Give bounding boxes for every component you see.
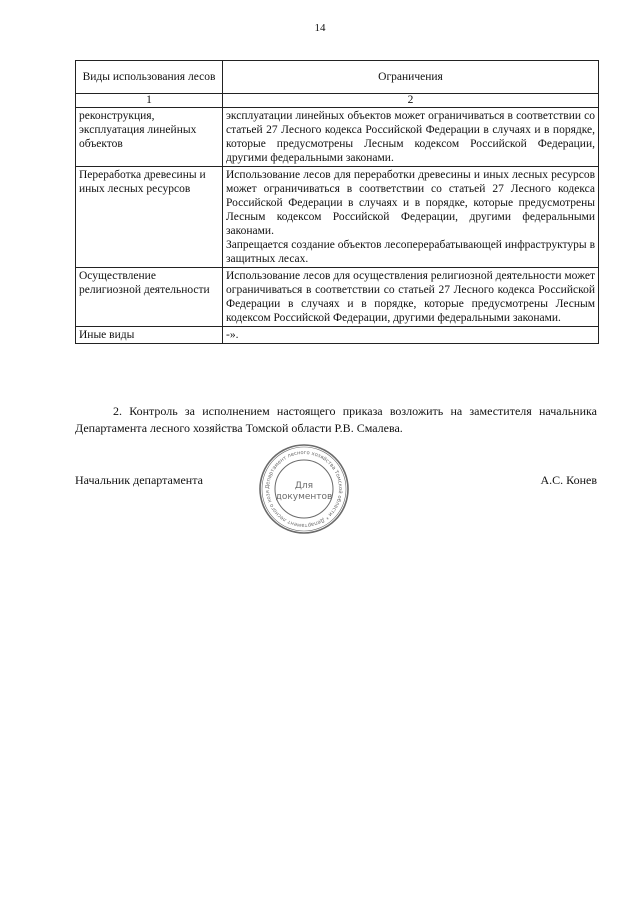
table-row bbox=[76, 167, 599, 268]
header-forest-use-types: Виды использования лесов bbox=[76, 61, 223, 94]
restriction-paragraph: эксплуатации линейных объектов может ограничиваться в соответствии со статьей 27 Лесного кодекса Российской Федерации в случаях и в порядке, которые предусмотрены Лесным кодексом Российской Федерации, другими федеральными законами. bbox=[226, 110, 595, 164]
row-restriction bbox=[223, 268, 599, 327]
signature-title: Начальник департамента bbox=[75, 473, 203, 487]
signatory-name: А.С. Конев bbox=[540, 473, 597, 487]
restriction-paragraph: Запрещается создание объектов лесоперерабатывающей инфраструктуры в защитных лесах. bbox=[226, 239, 595, 265]
round-stamp bbox=[258, 443, 350, 535]
restriction-paragraph: Использование лесов для переработки древесины и иных лесных ресурсов может ограничиваться в соответствии со статьей 27 Лесного кодекса Российской Федерации в случаях и в порядке, которые предусмотрены Лесным кодексом Российской Федерации, другими федеральными законами. bbox=[226, 169, 595, 237]
column-number-1: 1 bbox=[76, 94, 223, 108]
row-use-type: Иные виды bbox=[76, 327, 223, 344]
table-header-row bbox=[76, 61, 599, 94]
stamp-center-line-2: документов bbox=[275, 492, 333, 502]
table-numbering-row bbox=[76, 94, 599, 108]
row-restriction bbox=[223, 108, 599, 167]
row-use-type: Осуществление религиозной деятельности bbox=[76, 268, 223, 327]
restriction-paragraph: Использование лесов для осуществления религиозной деятельности может ограничиваться в соответствии со статьей 27 Лесного кодекса Российской Федерации в случаях и в порядке, которые предусмотрены Лесным кодексом Российской Федерации, другими федеральными законами. bbox=[226, 270, 596, 324]
stamp-center-line-1: Для bbox=[294, 481, 314, 491]
restrictions-table bbox=[75, 60, 599, 344]
header-restrictions: Ограничения bbox=[223, 61, 599, 94]
table-row bbox=[76, 268, 599, 327]
table-row bbox=[76, 327, 599, 344]
row-restriction bbox=[223, 327, 599, 344]
closing-paragraph: 2. Контроль за исполнением настоящего приказа возложить на заместителя начальника Департамента лесного хозяйства Томской области Р.В. Смалева. bbox=[75, 404, 597, 435]
row-use-type: Переработка древесины и иных лесных ресурсов bbox=[76, 167, 223, 268]
stamp-ring-text: Департамент лесного хозяйства Томской области * Департамент лесного хозя bbox=[264, 449, 344, 529]
row-restriction bbox=[223, 167, 599, 268]
row-use-type: реконструкция, эксплуатация линейных объектов bbox=[76, 108, 223, 167]
column-number-2: 2 bbox=[223, 94, 599, 108]
table-row bbox=[76, 108, 599, 167]
page-number: 14 bbox=[314, 22, 326, 34]
restriction-paragraph: -». bbox=[226, 329, 239, 341]
